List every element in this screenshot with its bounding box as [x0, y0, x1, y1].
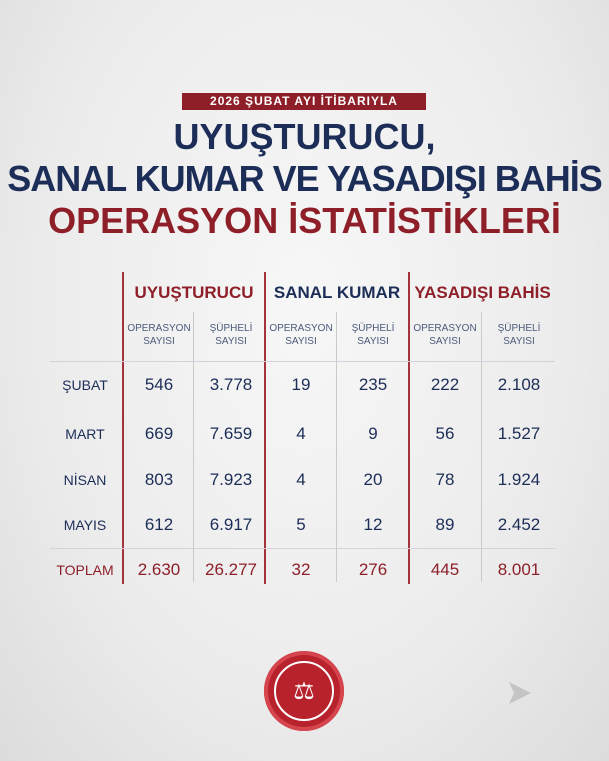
row-label: NİSAN — [63, 472, 107, 488]
table-cell: 78 — [435, 470, 455, 489]
table-cell: 4 — [296, 424, 306, 443]
table-cell: 4 — [296, 470, 306, 489]
table-cell: 26.277 — [205, 560, 257, 579]
date-badge: 2026 ŞUBAT AYI İTİBARIYLA — [182, 93, 426, 110]
title-line-2: SANAL KUMAR VE YASADIŞI BAHİS — [7, 158, 602, 199]
table-cell: 276 — [358, 560, 388, 579]
play-arrow-icon[interactable] — [505, 678, 535, 708]
table-cell: 803 — [144, 470, 174, 489]
table-cell: 56 — [435, 424, 455, 443]
group-header-virtual-gambling: SANAL KUMAR — [273, 283, 401, 302]
table-cell: 89 — [435, 515, 455, 534]
table-cell: 5 — [296, 515, 306, 534]
table-cell: 3.778 — [209, 375, 253, 394]
table-cell: 8.001 — [497, 560, 541, 579]
subheader-suspects: ŞÜPHELİ SAYISI — [351, 323, 395, 347]
title-line-1: UYUŞTURUCU, — [173, 116, 436, 157]
subheader-suspects: ŞÜPHELİ SAYISI — [497, 323, 541, 347]
row-label: TOPLAM — [56, 562, 114, 578]
group-header-illegal-betting: YASADIŞI BAHİS — [414, 283, 551, 302]
table-cell: 7.923 — [209, 470, 253, 489]
table-cell: 546 — [144, 375, 174, 394]
table-cell: 2.108 — [497, 375, 541, 394]
table-cell: 222 — [430, 375, 460, 394]
table-cell: 612 — [144, 515, 174, 534]
table-cell: 2.630 — [137, 560, 181, 579]
table-cell: 20 — [363, 470, 383, 489]
column-divider — [193, 312, 194, 582]
column-divider — [481, 312, 482, 582]
table-cell: 235 — [358, 375, 388, 394]
table-cell: 32 — [291, 560, 311, 579]
table-cell: 445 — [430, 560, 460, 579]
row-label: MAYIS — [63, 517, 107, 533]
group-header-drugs: UYUŞTURUCU — [134, 283, 254, 302]
table-cell: 1.924 — [497, 470, 541, 489]
table-cell: 7.659 — [209, 424, 253, 443]
row-divider — [50, 361, 555, 362]
subheader-operations: OPERASYON SAYISI — [413, 323, 477, 347]
column-divider — [336, 312, 337, 582]
table-cell: 1.527 — [497, 424, 541, 443]
table-cell: 12 — [363, 515, 383, 534]
table-cell: 19 — [291, 375, 311, 394]
subheader-operations: OPERASYON SAYISI — [269, 323, 333, 347]
table-cell: 2.452 — [497, 515, 541, 534]
subheader-operations: OPERASYON SAYISI — [127, 323, 191, 347]
subheader-suspects: ŞÜPHELİ SAYISI — [209, 323, 253, 347]
table-cell: 669 — [144, 424, 174, 443]
table-cell: 9 — [368, 424, 378, 443]
row-label: MART — [65, 426, 105, 442]
title-line-3: OPERASYON İSTATİSTİKLERİ — [48, 200, 561, 241]
ministry-seal-icon: ⚖ — [264, 651, 344, 731]
table-cell: 6.917 — [209, 515, 253, 534]
row-divider — [50, 548, 555, 549]
row-label: ŞUBAT — [62, 377, 108, 393]
